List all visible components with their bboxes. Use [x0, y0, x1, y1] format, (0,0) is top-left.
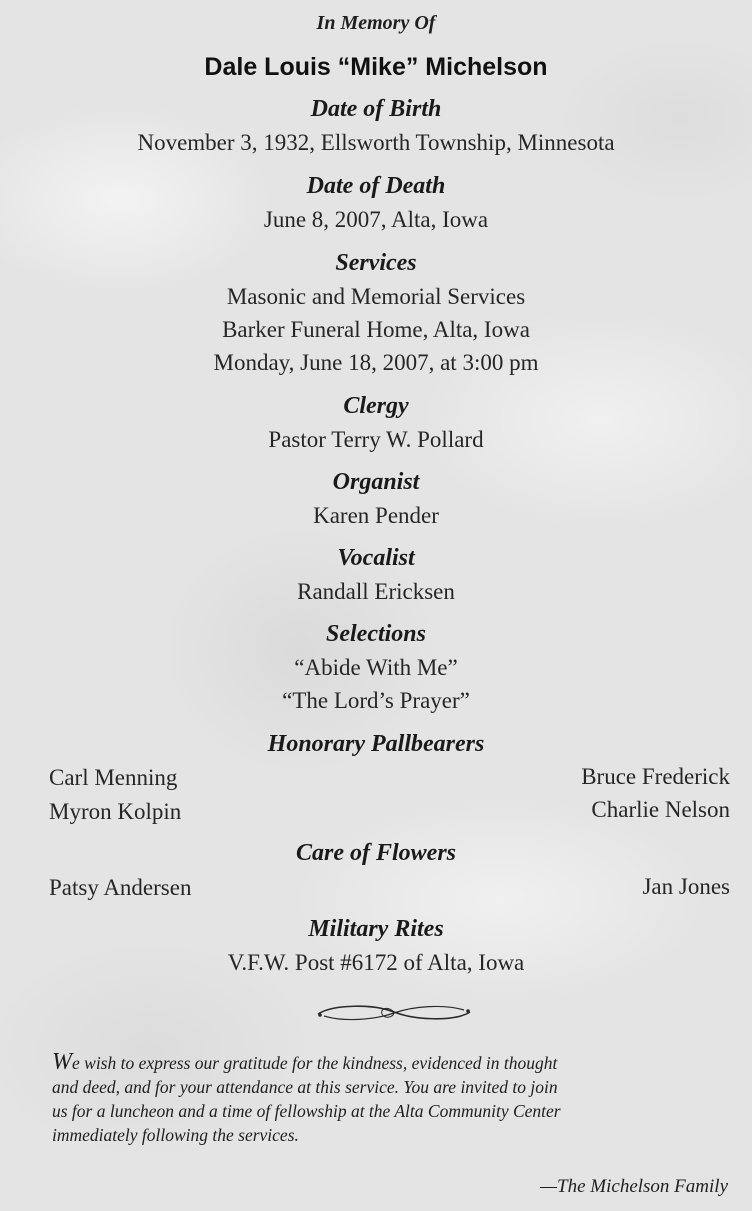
closing-line: immediately following the services.: [52, 1125, 299, 1145]
organist-value: Karen Pender: [313, 503, 439, 528]
military-rites-value: V.F.W. Post #6172 of Alta, Iowa: [227, 950, 525, 975]
pallbearer-name: Carl Menning: [49, 765, 178, 790]
vocalist-heading: Vocalist: [337, 545, 415, 571]
care-of-flowers-heading: Care of Flowers: [295, 840, 456, 866]
date-of-death-heading: Date of Death: [306, 173, 446, 199]
vocalist-value: Randall Ericksen: [297, 579, 455, 604]
closing-initial: W: [52, 1049, 72, 1075]
deceased-name: Dale Louis “Mike” Michelson: [204, 53, 548, 81]
services-line: Monday, June 18, 2007, at 3:00 pm: [213, 350, 539, 375]
pallbearer-name: Bruce Frederick: [581, 764, 730, 789]
in-memory-heading: In Memory Of: [316, 12, 436, 34]
date-of-birth-heading: Date of Birth: [310, 96, 442, 122]
selection-item: “The Lord’s Prayer”: [282, 688, 470, 713]
flowers-name: Jan Jones: [642, 874, 730, 899]
services-line: Barker Funeral Home, Alta, Iowa: [222, 317, 530, 342]
flourish-ornament: [314, 1000, 474, 1026]
selections-heading: Selections: [326, 621, 426, 647]
organist-heading: Organist: [332, 469, 420, 495]
closing-line: and deed, and for your attendance at this service. You are invited to join: [52, 1077, 558, 1097]
closing-line: us for a luncheon and a time of fellowship at the Alta Community Center: [52, 1101, 561, 1121]
pallbearer-name: Myron Kolpin: [49, 799, 182, 824]
clergy-heading: Clergy: [343, 393, 409, 419]
date-of-death-value: June 8, 2007, Alta, Iowa: [263, 207, 489, 232]
flowers-name: Patsy Andersen: [49, 875, 192, 900]
closing-line: e wish to express our gratitude for the kindness, evidenced in thought: [72, 1053, 558, 1073]
services-heading: Services: [335, 250, 417, 276]
pallbearer-name: Charlie Nelson: [591, 797, 730, 822]
date-of-birth-value: November 3, 1932, Ellsworth Township, Minnesota: [137, 130, 615, 155]
clergy-value: Pastor Terry W. Pollard: [268, 427, 484, 452]
pallbearers-heading: Honorary Pallbearers: [267, 731, 485, 757]
services-line: Masonic and Memorial Services: [226, 284, 526, 309]
family-signature: —The Michelson Family: [540, 1176, 728, 1197]
military-rites-heading: Military Rites: [308, 916, 444, 942]
closing-message: [52, 1050, 742, 1147]
selection-item: “Abide With Me”: [294, 655, 458, 680]
